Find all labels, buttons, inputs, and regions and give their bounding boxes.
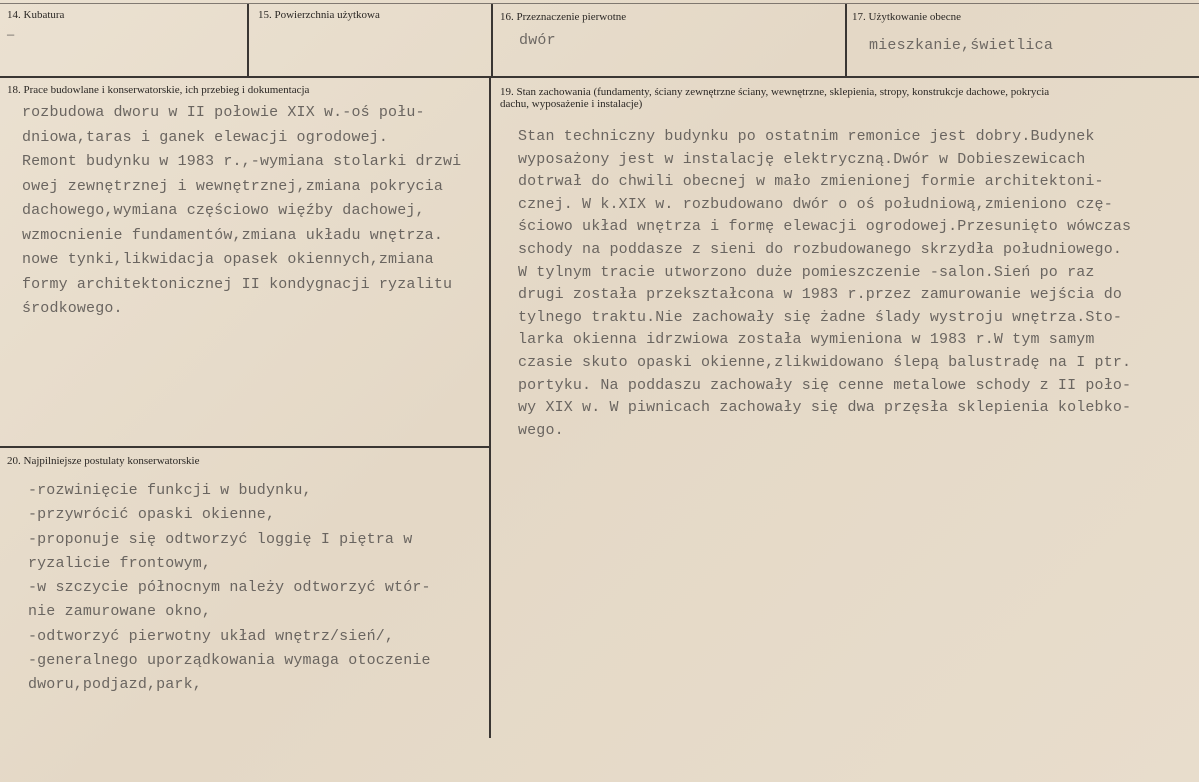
section-19-line: wego. xyxy=(518,421,564,439)
section-18-line: owej zewnętrznej i wewnętrznej,zmiana pokrycia xyxy=(22,177,443,195)
section-19-text xyxy=(518,126,1131,442)
section-19-line: ściowo układ wnętrza i formę elewacji ogrodowej.Przesunięto wówczas xyxy=(518,218,1132,236)
section-18-line: nowe tynki,likwidacja opasek okiennych,zmiana xyxy=(22,251,434,268)
section-18-line: środkowego. xyxy=(22,300,123,317)
section-20-line: -generalnego uporządkowania wymaga otoczenie xyxy=(28,652,431,670)
section-20-line: -w szczycie północnym należy odtworzyć wtór- xyxy=(28,579,431,597)
section-18-line: dachowego,wymiana częściowo więźby dachowej, xyxy=(22,202,425,219)
divider-18-19 xyxy=(489,78,491,738)
section-17-label: 17. Użytkowanie obecne xyxy=(852,11,962,23)
section-18-line: dniowa,taras i ganek elewacji ogrodowej. xyxy=(22,128,389,146)
section-19-line: drugi została przekształcona w 1983 r.przez zamurowanie wejścia do xyxy=(518,286,1122,304)
section-19-line: wy XIX w. W piwnicach zachowały się dwa przęsła sklepienia kolebko- xyxy=(518,399,1132,417)
section-20-line: ryzalicie frontowym, xyxy=(28,554,212,572)
row1-bottom-line xyxy=(0,76,1199,78)
section-19-label: 19. Stan zachowania (fundamenty, ściany zewnętrzne ściany, wewnętrzne, sklepienia, stropy, konstrukcje dachowe, pokrycia dachu, wyposażenie i instalacje) xyxy=(500,86,1050,110)
section-18-label: 18. Prace budowlane i konserwatorskie, ich przebieg i dokumentacja xyxy=(7,84,310,96)
section-20-line: -rozwinięcie funkcji w budynku, xyxy=(28,482,312,499)
top-border-line xyxy=(0,3,1199,4)
divider-16-17 xyxy=(845,4,847,76)
section-19-line: Stan techniczny budynku po ostatnim remonice jest dobry.Budynek xyxy=(518,128,1095,145)
divider-15-16 xyxy=(491,4,493,76)
section-20-line: dworu,podjazd,park, xyxy=(28,676,202,694)
section-20-line: -przywrócić opaski okienne, xyxy=(28,506,276,524)
section-18-line: Remont budynku w 1983 r.,-wymiana stolarki drzwi xyxy=(22,153,462,170)
section-18-line: rozbudowa dworu w II połowie XIX w.-oś połu- xyxy=(22,104,425,121)
section-18-text xyxy=(22,101,461,322)
section-19-line: cznej. W k.XIX w. rozbudowano dwór o oś południową,zmieniono czę- xyxy=(518,195,1113,213)
section-19-line: wyposażony jest w instalację elektryczną.Dwór w Dobieszewicach xyxy=(518,150,1086,168)
section-20-text xyxy=(28,479,431,698)
divider-14-15 xyxy=(247,4,249,76)
section-16-value: dwór xyxy=(519,32,556,49)
section-19-line: dotrwał do chwili obecnej w mało zmienionej formie architektoni- xyxy=(518,173,1104,191)
section-15-label: 15. Powierzchnia użytkowa xyxy=(258,9,380,21)
section-19-line: schody na poddasze z sieni do rozbudowanego skrzydła południowego. xyxy=(518,240,1122,258)
section-16-label: 16. Przeznaczenie pierwotne xyxy=(500,11,627,23)
section-20-label: 20. Najpilniejsze postulaty konserwatorskie xyxy=(7,455,200,467)
section-18-line: formy architektonicznej II kondygnacji ryzalitu xyxy=(22,275,453,293)
section-18-line: wzmocnienie fundamentów,zmiana układu wnętrza. xyxy=(22,226,443,244)
section-20-line: -proponuje się odtworzyć loggię I piętra w xyxy=(28,530,413,548)
section-17-value: mieszkanie,świetlica xyxy=(869,37,1054,54)
section-19-line: portyku. Na poddaszu zachowały się cenne metalowe schody z II poło- xyxy=(518,376,1132,394)
section-19-line: W tylnym tracie utworzono duże pomieszczenie -salon.Sień po raz xyxy=(518,263,1095,281)
section-19-line: tylnego traktu.Nie zachowały się żadne ślady wystroju wnętrza.Sto- xyxy=(518,308,1122,326)
row2-bottom-line xyxy=(0,446,490,448)
section-20-line: nie zamurowane okno, xyxy=(28,603,212,621)
section-20-line: -odtworzyć pierwotny układ wnętrz/sień/, xyxy=(28,627,395,645)
section-14-value: — xyxy=(7,28,15,42)
section-19-line: czasie skuto opaski okienne,zlikwidowano ślepą balustradę na I ptr. xyxy=(518,353,1132,371)
section-14-label: 14. Kubatura xyxy=(7,9,65,21)
section-19-line: larka okienna idrzwiowa została wymieniona w 1983 r.W tym samym xyxy=(518,331,1095,349)
